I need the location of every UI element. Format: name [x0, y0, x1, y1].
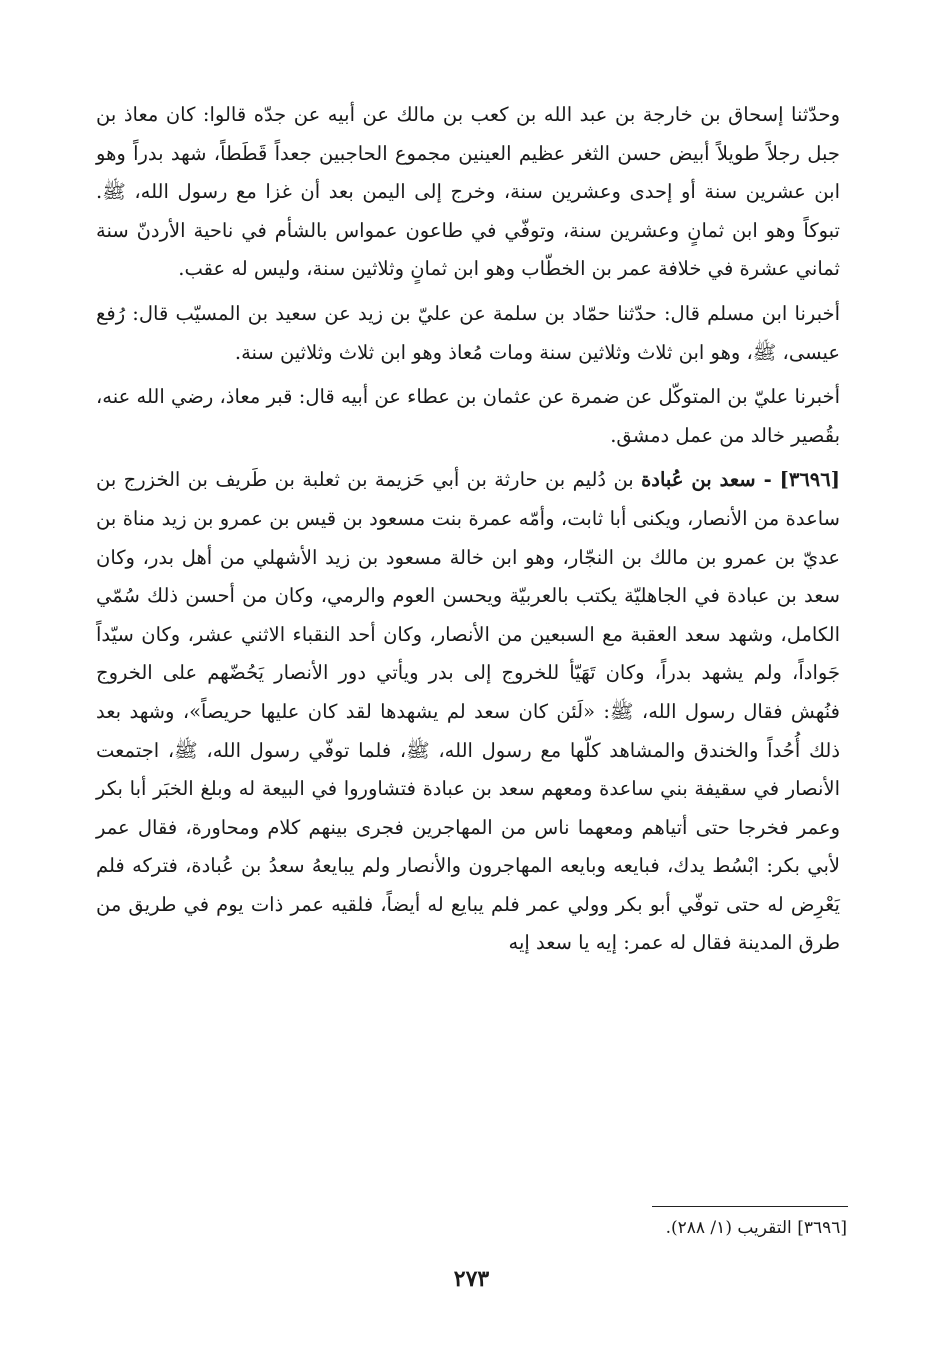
footnote-divider [652, 1206, 848, 1207]
paragraph-ibn-musayyib-report: أخبرنا ابن مسلم قال: حدّثنا حمّاد بن سلمة عن عليّ بن زيد عن سعيد بن المسيّب قال: رُفع عيسى، ﷺ، وهو ابن ثلاث وثلاثين سنة ومات مُعاذ وهو ابن ثلاث وثلاثين سنة. [96, 301, 840, 364]
entry-heading: [٣٦٩٦] - سعد بن عُبادة [641, 468, 840, 492]
page-number: ٢٧٣ [453, 1266, 490, 1292]
entry-saad-ibn-ubada [96, 461, 840, 963]
footnote: [٣٦٩٦] التقريب (١/ ٢٨٨). [665, 1218, 847, 1238]
paragraph-muadh-description: وحدّثنا إسحاق بن خارجة بن عبد الله بن كعب بن مالك عن أبيه عن جدّه قالوا: كان معاذ بن جبل رجلاً طويلاً أبيض حسن الثغر عظيم العينين مجموع الحاجبين جعداً قَطَطاً، شهد بدراً وهو ابن عشرين سنة أو إحدى وعشرين سنة، وخرج إلى اليمن بعد أن غزا مع رسول الله، ﷺ. تبوكاً وهو ابن ثمانٍ وعشرين سنة، وتوفّي في طاعون عمواس بالشأم في ناحية الأردنّ سنة ثماني عشرة في خلافة عمر بن الخطّاب وهو ابن ثمانٍ وثلاثين سنة، وليس له عقب. [96, 103, 840, 281]
page-body [96, 96, 840, 969]
paragraph-muadh-grave: أخبرنا عليّ بن المتوكّل عن ضمرة عن عثمان بن عطاء عن أبيه قال: قبر معاذ، رضي الله عنه، بقُصير خالد من عمل دمشق. [96, 385, 840, 447]
entry-text: بن دُليم بن حارثة بن أبي حَزيمة بن ثعلبة بن طَريف بن الخزرج بن ساعدة من الأنصار، ويكنى أبا ثابت، وأمّه عمرة بنت مسعود بن قيس بن عمرو بن زيد مناة بن عديّ بن عمرو بن مالك بن النجّار، وهو ابن خالة مسعود بن زيد الأشهلي من أهل بدر، وكان سعد بن عبادة في الجاهليّة يكتب بالعربيّة ويحسن العوم والرمي، وكان من أحسن ذلك سُمّي الكامل، وشهد سعد العقبة مع السبعين من الأنصار، وكان أحد النقباء الاثني عشر، وكان سيّداً جَواداً، ولم يشهد بدراً، وكان تَهَيّأ للخروج إلى بدر ويأتي دور الأنصار يَحُضّهم على الخروج فنُهش فقال رسول الله، ﷺ: «لَئن كان سعد لم يشهدها لقد كان عليها حريصاً»، وشهد بعد ذلك أُحُداً والخندق والمشاهد كلّها مع رسول الله، ﷺ، فلما توفّي رسول الله، ﷺ، اجتمعت الأنصار في سقيفة بني ساعدة ومعهم سعد بن عبادة فتشاوروا في البيعة له وبلغ الخبَر أبا بكر وعمر فخرجا حتى أتياهم ومعهما ناس من المهاجرين فجرى بينهم كلام ومحاورة، فقال عمر لأبي بكر: ابْسُط يدك، فبايعه وبايعه المهاجرون والأنصار ولم يبايعهُ سعدُ بن عُبادة، فتركه فلم يَعْرِض له حتى توفّي أبو بكر وولي عمر فلم يبايع له أيضاً، فلقيه عمر ذات يوم في طريق من طرق المدينة فقال له عمر: إيه يا سعد إيه [96, 468, 840, 955]
